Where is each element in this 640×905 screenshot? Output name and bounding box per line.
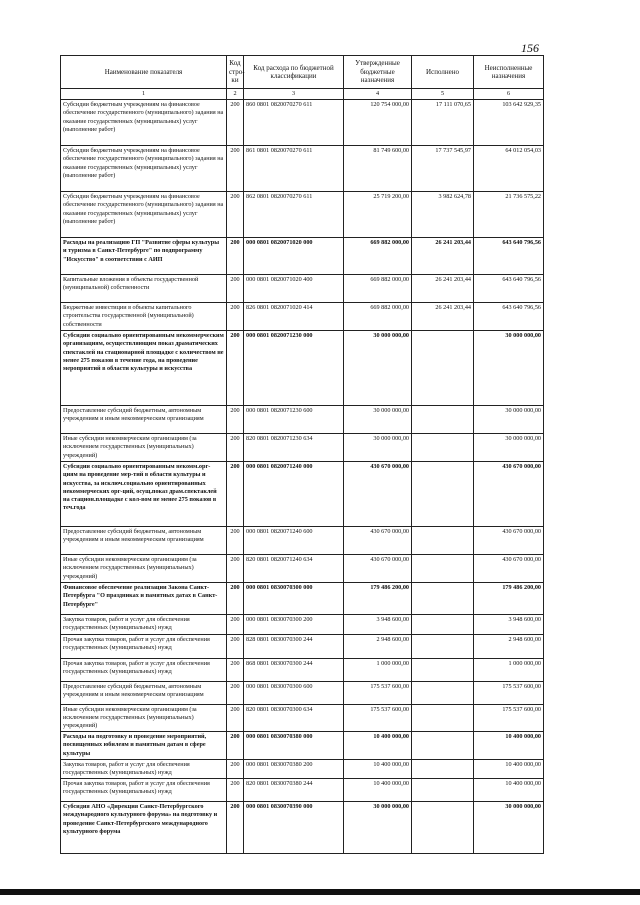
column-number-row xyxy=(61,89,544,100)
executed-amount-cell xyxy=(412,779,474,802)
indicator-name-cell: Капитальные вложения в объекты государственной (муниципальной) собственности xyxy=(61,275,227,303)
line-code-cell: 200 xyxy=(227,759,244,778)
executed-amount-cell xyxy=(412,615,474,634)
header-indicator-name: Наименование показателя xyxy=(61,56,227,89)
budget-code-cell: 000 0801 0820071230 600 xyxy=(244,406,344,434)
approved-amount-cell: 30 000 000,00 xyxy=(344,802,412,854)
scan-bottom-edge xyxy=(0,889,640,895)
approved-amount-cell: 175 537 600,00 xyxy=(344,704,412,732)
table-row xyxy=(61,303,544,331)
table-row xyxy=(61,100,544,146)
indicator-name-cell: Расходы на подготовку и проведение мероприятий, посвященных юбилеям и памятным датам в сфере культуры xyxy=(61,732,227,760)
column-number: 2 xyxy=(227,89,244,100)
approved-amount-cell: 30 000 000,00 xyxy=(344,434,412,462)
line-code-cell: 200 xyxy=(227,527,244,555)
executed-amount-cell xyxy=(412,434,474,462)
budget-code-cell: 000 0801 0820071240 600 xyxy=(244,527,344,555)
line-code-cell: 200 xyxy=(227,732,244,760)
table-row xyxy=(61,704,544,732)
executed-amount-cell xyxy=(412,406,474,434)
indicator-name-cell: Предоставление субсидий бюджетным, автономным учреждениям и иным некоммерческим организациям xyxy=(61,681,227,704)
budget-code-cell: 820 0801 0830070300 634 xyxy=(244,704,344,732)
indicator-name-cell: Закупка товаров, работ и услуг для обеспечения государственных (муниципальных) нужд xyxy=(61,759,227,778)
executed-amount-cell xyxy=(412,802,474,854)
column-number: 5 xyxy=(412,89,474,100)
approved-amount-cell: 120 754 000,00 xyxy=(344,100,412,146)
line-code-cell: 200 xyxy=(227,634,244,658)
indicator-name-cell: Прочая закупка товаров, работ и услуг для обеспечения государственных (муниципальных) нужд xyxy=(61,779,227,802)
line-code-cell: 200 xyxy=(227,779,244,802)
budget-code-cell: 000 0801 0820071020 000 xyxy=(244,238,344,275)
approved-amount-cell: 2 948 600,00 xyxy=(344,634,412,658)
unexecuted-amount-cell: 643 640 796,56 xyxy=(474,303,544,331)
unexecuted-amount-cell: 10 400 000,00 xyxy=(474,732,544,760)
indicator-name-cell: Закупка товаров, работ и услуг для обеспечения государственных (муниципальных) нужд xyxy=(61,615,227,634)
executed-amount-cell: 26 241 203,44 xyxy=(412,275,474,303)
table-row xyxy=(61,146,544,192)
approved-amount-cell: 430 670 000,00 xyxy=(344,527,412,555)
budget-code-cell: 820 0801 0830070380 244 xyxy=(244,779,344,802)
header-budget-classification-code: Код расхода по бюджетной классификации xyxy=(244,56,344,89)
approved-amount-cell: 3 948 600,00 xyxy=(344,615,412,634)
executed-amount-cell xyxy=(412,732,474,760)
table-body xyxy=(61,100,544,854)
table-row xyxy=(61,192,544,238)
header-executed: Исполнено xyxy=(412,56,474,89)
indicator-name-cell: Финансовое обеспечение реализации Закона Санкт-Петербурга "О праздниках и памятных датах в Санкт-Петербурге" xyxy=(61,583,227,615)
executed-amount-cell: 17 737 545,97 xyxy=(412,146,474,192)
line-code-cell: 200 xyxy=(227,704,244,732)
executed-amount-cell xyxy=(412,634,474,658)
approved-amount-cell: 10 400 000,00 xyxy=(344,779,412,802)
executed-amount-cell: 3 982 624,78 xyxy=(412,192,474,238)
budget-code-cell: 000 0801 0820071020 400 xyxy=(244,275,344,303)
indicator-name-cell: Предоставление субсидий бюджетным, автономным учреждениям и иным некоммерческим организациям xyxy=(61,527,227,555)
unexecuted-amount-cell: 1 000 000,00 xyxy=(474,658,544,681)
budget-code-cell: 820 0801 0820071230 634 xyxy=(244,434,344,462)
executed-amount-cell xyxy=(412,555,474,583)
line-code-cell: 200 xyxy=(227,555,244,583)
executed-amount-cell: 17 111 070,65 xyxy=(412,100,474,146)
approved-amount-cell: 10 400 000,00 xyxy=(344,732,412,760)
budget-code-cell: 868 0801 0830070300 244 xyxy=(244,658,344,681)
approved-amount-cell: 30 000 000,00 xyxy=(344,331,412,406)
line-code-cell: 200 xyxy=(227,406,244,434)
approved-amount-cell: 430 670 000,00 xyxy=(344,555,412,583)
line-code-cell: 200 xyxy=(227,462,244,527)
indicator-name-cell: Прочая закупка товаров, работ и услуг для обеспечения государственных (муниципальных) нужд xyxy=(61,634,227,658)
approved-amount-cell: 175 537 600,00 xyxy=(344,681,412,704)
line-code-cell: 200 xyxy=(227,658,244,681)
approved-amount-cell: 10 400 000,00 xyxy=(344,759,412,778)
unexecuted-amount-cell: 30 000 000,00 xyxy=(474,331,544,406)
unexecuted-amount-cell: 430 670 000,00 xyxy=(474,555,544,583)
budget-code-cell: 862 0801 0820070270 611 xyxy=(244,192,344,238)
budget-code-cell: 000 0801 0830070300 200 xyxy=(244,615,344,634)
table-row xyxy=(61,583,544,615)
budget-execution-table xyxy=(60,55,544,854)
header-line-code: Код стро-ки xyxy=(227,56,244,89)
table-row xyxy=(61,658,544,681)
budget-code-cell: 000 0801 0820071230 000 xyxy=(244,331,344,406)
budget-code-cell: 000 0801 0830070380 000 xyxy=(244,732,344,760)
unexecuted-amount-cell: 21 736 575,22 xyxy=(474,192,544,238)
executed-amount-cell xyxy=(412,681,474,704)
approved-amount-cell: 81 749 600,00 xyxy=(344,146,412,192)
column-number: 3 xyxy=(244,89,344,100)
indicator-name-cell: Предоставление субсидий бюджетным, автономным учреждениям и иным некоммерческим организациям xyxy=(61,406,227,434)
unexecuted-amount-cell: 10 400 000,00 xyxy=(474,759,544,778)
line-code-cell: 200 xyxy=(227,681,244,704)
line-code-cell: 200 xyxy=(227,146,244,192)
column-number: 1 xyxy=(61,89,227,100)
line-code-cell: 200 xyxy=(227,303,244,331)
table-row xyxy=(61,615,544,634)
indicator-name-cell: Расходы на реализацию ГП "Развитие сферы культуры и туризма в Санкт-Петербурге" по подпрограмму "Искусство" в соответствии с АИП xyxy=(61,238,227,275)
approved-amount-cell: 30 000 000,00 xyxy=(344,406,412,434)
line-code-cell: 200 xyxy=(227,331,244,406)
indicator-name-cell: Субсидии бюджетным учреждениям на финансовое обеспечение государственного (муниципального) задания на оказание государственных (муниципальных) услуг (выполнение работ) xyxy=(61,192,227,238)
table-row xyxy=(61,759,544,778)
unexecuted-amount-cell: 3 948 600,00 xyxy=(474,615,544,634)
approved-amount-cell: 1 000 000,00 xyxy=(344,658,412,681)
budget-code-cell: 820 0801 0820071240 634 xyxy=(244,555,344,583)
executed-amount-cell xyxy=(412,331,474,406)
unexecuted-amount-cell: 103 642 929,35 xyxy=(474,100,544,146)
executed-amount-cell: 26 241 203,44 xyxy=(412,303,474,331)
approved-amount-cell: 669 882 000,00 xyxy=(344,275,412,303)
executed-amount-cell: 26 241 203,44 xyxy=(412,238,474,275)
line-code-cell: 200 xyxy=(227,434,244,462)
table-row xyxy=(61,555,544,583)
unexecuted-amount-cell: 64 012 054,03 xyxy=(474,146,544,192)
unexecuted-amount-cell: 430 670 000,00 xyxy=(474,462,544,527)
unexecuted-amount-cell: 30 000 000,00 xyxy=(474,802,544,854)
table-header-row xyxy=(61,56,544,89)
column-number: 4 xyxy=(344,89,412,100)
budget-code-cell: 000 0801 0830070380 200 xyxy=(244,759,344,778)
table-row xyxy=(61,779,544,802)
line-code-cell: 200 xyxy=(227,583,244,615)
unexecuted-amount-cell: 430 670 000,00 xyxy=(474,527,544,555)
approved-amount-cell: 430 670 000,00 xyxy=(344,462,412,527)
indicator-name-cell: Субсидии социально ориентированным некомм.орг-циям на проведение мер-тий в области культуры и искусства, за исключ.социально ориентированных некоммерческих орг-ций, осущ.показ драм.спектаклей на стацион.площадке с кол-вом не менее 275 показов в теч.года xyxy=(61,462,227,527)
indicator-name-cell: Субсидии социально ориентированным некоммерческим организациям, осуществляющим показ драматических спектаклей на стационарной площадке с количеством не менее 275 показов в течение года, на проведение мероприятий в области культуры и искусства xyxy=(61,331,227,406)
table-row xyxy=(61,406,544,434)
unexecuted-amount-cell: 10 400 000,00 xyxy=(474,779,544,802)
unexecuted-amount-cell: 643 640 796,56 xyxy=(474,238,544,275)
budget-code-cell: 826 0801 0820071020 414 xyxy=(244,303,344,331)
budget-code-cell: 860 0801 0820070270 611 xyxy=(244,100,344,146)
indicator-name-cell: Бюджетные инвестиции в объекты капитального строительства государственной (муниципальной) собственности xyxy=(61,303,227,331)
indicator-name-cell: Иные субсидии некоммерческим организациям (за исключением государственных (муниципальных) учреждений) xyxy=(61,434,227,462)
line-code-cell: 200 xyxy=(227,275,244,303)
indicator-name-cell: Иные субсидии некоммерческим организациям (за исключением государственных (муниципальных) учреждений) xyxy=(61,704,227,732)
approved-amount-cell: 669 882 000,00 xyxy=(344,303,412,331)
budget-code-cell: 000 0801 0830070300 000 xyxy=(244,583,344,615)
indicator-name-cell: Субсидии бюджетным учреждениям на финансовое обеспечение государственного (муниципального) задания на оказание государственных (муниципальных) услуг (выполнение работ) xyxy=(61,100,227,146)
approved-amount-cell: 25 719 200,00 xyxy=(344,192,412,238)
table-row xyxy=(61,462,544,527)
table-row xyxy=(61,238,544,275)
indicator-name-cell: Субсидия АНО «Дирекция Санкт-Петербургского международного культурного форума» на подготовку и проведение Санкт-Петербургского международного культурного форума xyxy=(61,802,227,854)
executed-amount-cell xyxy=(412,658,474,681)
approved-amount-cell: 669 882 000,00 xyxy=(344,238,412,275)
budget-code-cell: 000 0801 0830070300 600 xyxy=(244,681,344,704)
header-unexecuted-appropriations: Неисполненные назначения xyxy=(474,56,544,89)
table-row xyxy=(61,732,544,760)
header-approved-appropriations: Утвержденные бюджетные назначения xyxy=(344,56,412,89)
table-row xyxy=(61,634,544,658)
table-row xyxy=(61,331,544,406)
executed-amount-cell xyxy=(412,462,474,527)
indicator-name-cell: Иные субсидии некоммерческим организациям (за исключением государственных (муниципальных) учреждений) xyxy=(61,555,227,583)
line-code-cell: 200 xyxy=(227,238,244,275)
executed-amount-cell xyxy=(412,759,474,778)
table-row xyxy=(61,681,544,704)
page-number: 156 xyxy=(521,41,539,55)
unexecuted-amount-cell: 175 537 600,00 xyxy=(474,681,544,704)
executed-amount-cell xyxy=(412,583,474,615)
column-number: 6 xyxy=(474,89,544,100)
indicator-name-cell: Субсидии бюджетным учреждениям на финансовое обеспечение государственного (муниципального) задания на оказание государственных (муниципальных) услуг (выполнение работ) xyxy=(61,146,227,192)
executed-amount-cell xyxy=(412,704,474,732)
budget-code-cell: 000 0801 0830070390 000 xyxy=(244,802,344,854)
table-row xyxy=(61,527,544,555)
table-row xyxy=(61,434,544,462)
indicator-name-cell: Прочая закупка товаров, работ и услуг для обеспечения государственных (муниципальных) нужд xyxy=(61,658,227,681)
table-row xyxy=(61,275,544,303)
line-code-cell: 200 xyxy=(227,615,244,634)
unexecuted-amount-cell: 30 000 000,00 xyxy=(474,434,544,462)
budget-code-cell: 861 0801 0820070270 611 xyxy=(244,146,344,192)
line-code-cell: 200 xyxy=(227,100,244,146)
table-row xyxy=(61,802,544,854)
unexecuted-amount-cell: 643 640 796,56 xyxy=(474,275,544,303)
unexecuted-amount-cell: 2 948 600,00 xyxy=(474,634,544,658)
budget-code-cell: 828 0801 0830070300 244 xyxy=(244,634,344,658)
line-code-cell: 200 xyxy=(227,192,244,238)
approved-amount-cell: 179 486 200,00 xyxy=(344,583,412,615)
unexecuted-amount-cell: 30 000 000,00 xyxy=(474,406,544,434)
line-code-cell: 200 xyxy=(227,802,244,854)
unexecuted-amount-cell: 175 537 600,00 xyxy=(474,704,544,732)
budget-code-cell: 000 0801 0820071240 000 xyxy=(244,462,344,527)
unexecuted-amount-cell: 179 486 200,00 xyxy=(474,583,544,615)
executed-amount-cell xyxy=(412,527,474,555)
